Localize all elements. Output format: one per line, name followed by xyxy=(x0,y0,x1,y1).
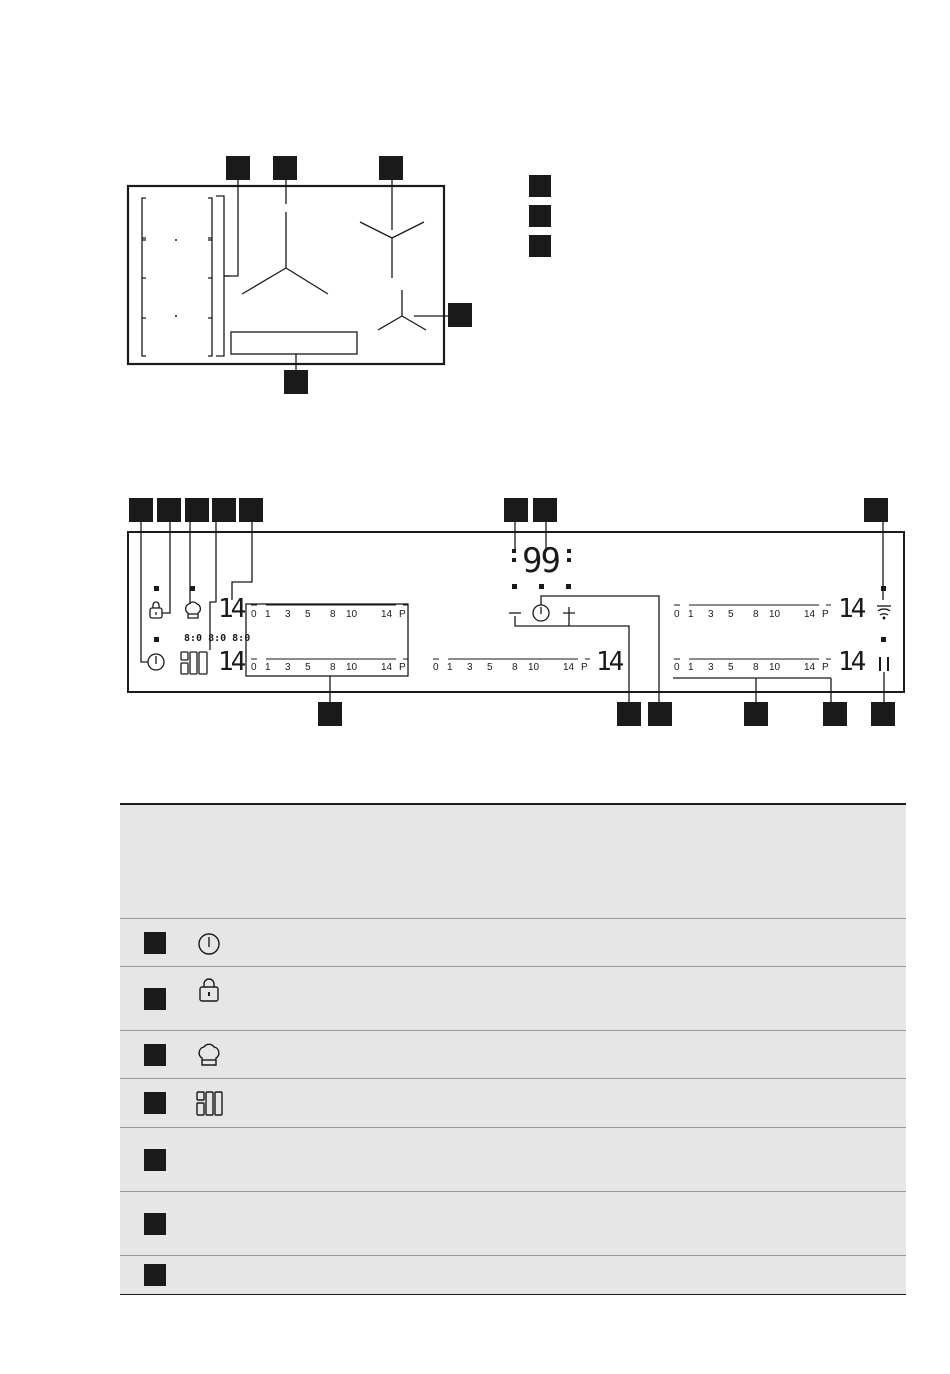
row-number-marker xyxy=(144,988,166,1010)
scale-label: 10 xyxy=(528,662,540,673)
scale-label: 10 xyxy=(346,609,358,620)
callout-marker xyxy=(871,702,895,726)
callout-marker xyxy=(823,702,847,726)
heat-display: 14 xyxy=(218,594,244,624)
heat-display: 14 xyxy=(838,647,864,677)
scale-label: 10 xyxy=(346,662,358,673)
callout-marker xyxy=(617,702,641,726)
scale-label: P xyxy=(399,662,406,673)
scale-label: 3 xyxy=(285,662,291,673)
cooking-zone-upper-right xyxy=(360,178,424,278)
hob-layout-diagram xyxy=(0,0,950,440)
callout-marker xyxy=(273,156,297,180)
scale-label: P xyxy=(581,662,588,673)
callout-marker xyxy=(239,498,263,522)
scale-label: 0 xyxy=(674,662,680,673)
row-number-marker xyxy=(144,1213,166,1235)
legend-marker xyxy=(529,235,551,257)
table-row xyxy=(120,1128,906,1192)
callout-marker xyxy=(533,498,557,522)
scale-label: 8 xyxy=(753,609,759,620)
scale-label: 1 xyxy=(265,609,271,620)
scale-label: P xyxy=(399,609,406,620)
cooking-zone-lower-right xyxy=(378,290,450,330)
scale-label: 5 xyxy=(728,609,734,620)
scale-label: 5 xyxy=(487,662,493,673)
scale-label: 0 xyxy=(251,609,257,620)
control-panel-outline xyxy=(231,332,357,354)
scale-label: 10 xyxy=(769,662,781,673)
scale-label: 1 xyxy=(688,662,694,673)
pause-icon xyxy=(880,657,888,671)
callout-marker xyxy=(226,156,250,180)
row-number-marker xyxy=(144,1149,166,1171)
scale-label: 14 xyxy=(563,662,575,673)
scale-label: P xyxy=(822,609,829,620)
scale-label: 8 xyxy=(330,662,336,673)
scale-label: 5 xyxy=(305,609,311,620)
scale-label: 1 xyxy=(265,662,271,673)
row-number-marker xyxy=(144,1092,166,1114)
timer-clock-icon xyxy=(533,605,549,621)
scale-label: P xyxy=(822,662,829,673)
callout-marker xyxy=(284,370,308,394)
scale-label: 3 xyxy=(708,609,714,620)
scale-label: 14 xyxy=(381,662,393,673)
scale-label: 3 xyxy=(708,662,714,673)
row-number-marker xyxy=(144,1044,166,1066)
callout-marker xyxy=(744,702,768,726)
table-row xyxy=(120,967,906,1031)
callout-marker xyxy=(157,498,181,522)
table-row xyxy=(120,1256,906,1295)
row-number-marker xyxy=(144,932,166,954)
callout-marker xyxy=(212,498,236,522)
scale-label: 5 xyxy=(305,662,311,673)
zone-select-icon xyxy=(181,652,207,674)
scale-label: 3 xyxy=(467,662,473,673)
cooking-zone-large xyxy=(242,180,328,294)
mini-zone-display: 8:0 8:0 8:0 xyxy=(184,633,251,644)
scale-label: 0 xyxy=(674,609,680,620)
scale-label: 0 xyxy=(251,662,257,673)
callout-marker xyxy=(648,702,672,726)
power-icon xyxy=(141,512,164,670)
table-row xyxy=(120,1079,906,1128)
scale-label: 8 xyxy=(330,609,336,620)
callout-marker xyxy=(504,498,528,522)
table-row xyxy=(120,1031,906,1079)
heat-display: 14 xyxy=(838,594,864,624)
callout-marker xyxy=(318,702,342,726)
callout-marker xyxy=(448,303,472,327)
table-header xyxy=(120,803,906,919)
heat-display: 14 xyxy=(218,647,244,677)
legend-marker xyxy=(529,205,551,227)
legend-marker xyxy=(529,175,551,197)
table-row xyxy=(120,919,906,967)
flex-zone-brackets xyxy=(142,168,238,356)
indicator-dots xyxy=(154,549,886,642)
callout-marker xyxy=(185,498,209,522)
scale-label: 14 xyxy=(804,662,816,673)
hob-to-hood-icon xyxy=(877,512,891,619)
scale-label: 14 xyxy=(381,609,393,620)
chef-hat-icon xyxy=(194,1041,224,1071)
heat-display: 14 xyxy=(596,647,622,677)
scale-label: 8 xyxy=(512,662,518,673)
scale-label: 1 xyxy=(688,609,694,620)
chef-hat-icon xyxy=(186,512,201,618)
scale-label: 0 xyxy=(433,662,439,673)
zone-select-icon xyxy=(194,1089,224,1119)
callout-marker xyxy=(129,498,153,522)
lock-icon xyxy=(194,977,224,1007)
lock-icon xyxy=(150,512,170,618)
scale-label: 14 xyxy=(804,609,816,620)
timer-display: 99 xyxy=(522,541,559,581)
scale-label: 8 xyxy=(753,662,759,673)
power-icon xyxy=(194,929,224,959)
callout-marker xyxy=(379,156,403,180)
row-number-marker xyxy=(144,1264,166,1286)
scale-label: 1 xyxy=(447,662,453,673)
callout-marker xyxy=(864,498,888,522)
scale-label: 3 xyxy=(285,609,291,620)
table-row xyxy=(120,1192,906,1256)
scale-label: 10 xyxy=(769,609,781,620)
scale-label: 5 xyxy=(728,662,734,673)
timer-plus-icon xyxy=(563,607,575,619)
function-table xyxy=(120,803,906,1295)
